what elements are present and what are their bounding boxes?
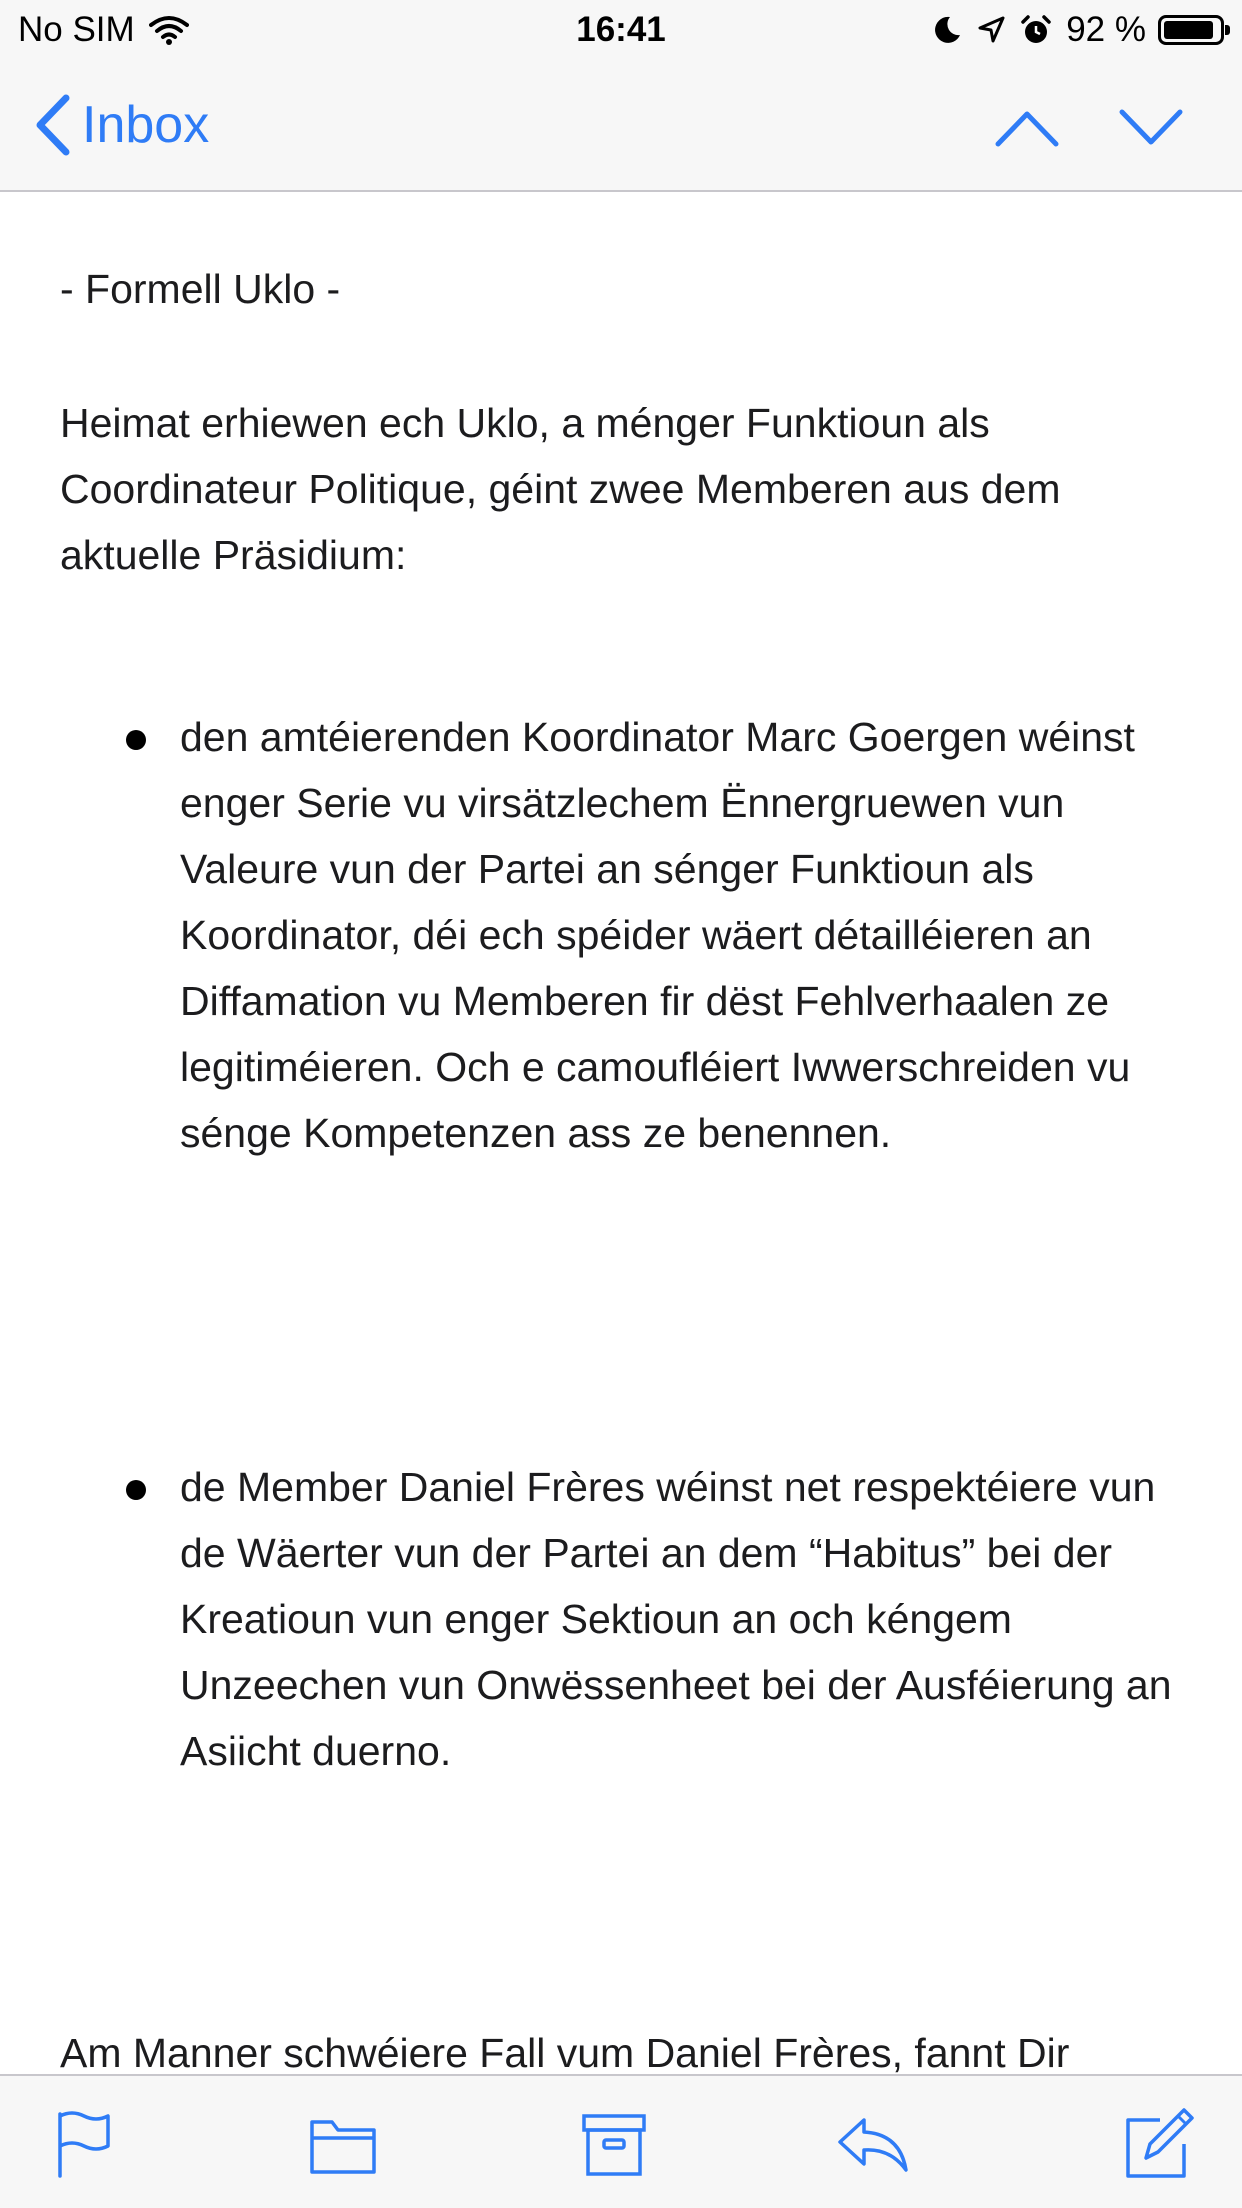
back-label: Inbox xyxy=(82,96,210,154)
battery-percent: 92 % xyxy=(1066,10,1146,49)
email-intro-paragraph: Heimat erhiewen ech Uklo, a ménger Funktioun als Coordinateur Politique, géint zwee Memberen aus dem aktuelle Präsidium: xyxy=(60,400,1061,578)
flag-icon[interactable] xyxy=(46,2106,122,2182)
status-time: 16:41 xyxy=(576,10,666,49)
email-last-line: Am Manner schwéiere Fall vum Daniel Frères, fannt Dir xyxy=(60,2030,1070,2074)
bullet-dot-icon xyxy=(126,730,146,750)
reply-icon[interactable] xyxy=(834,2106,910,2182)
chevron-left-icon xyxy=(34,94,70,156)
email-body[interactable] xyxy=(0,192,1242,2074)
status-right xyxy=(932,10,1224,50)
email-title-line: - Formell Uklo - xyxy=(60,266,341,312)
chevron-up-icon[interactable] xyxy=(992,100,1062,156)
inbox-back-button[interactable] xyxy=(34,90,209,160)
list-item: den amtéierenden Koordinator Marc Goergen wéinst enger Serie vu virsätzlechem Ënnergruewen vun Valeure vun der Partei an sénger Funktioun als Koordinator, déi ech spéider wäert détailléieren an Diffamation vu Memberen fir dëst Fehlverhaalen ze legitiméieren. Och e camoufléiert Iwwerschreiden vu sénge Kompetenzen ass ze benennen. xyxy=(180,714,1135,1156)
alarm-icon xyxy=(1020,14,1052,46)
battery-icon xyxy=(1158,15,1224,45)
bullet-dot-icon xyxy=(126,1480,146,1500)
nav-bar xyxy=(0,60,1242,192)
chevron-down-icon[interactable] xyxy=(1116,100,1186,156)
archive-icon[interactable] xyxy=(576,2106,652,2182)
battery-fill xyxy=(1164,21,1213,39)
carrier-label: No SIM xyxy=(18,10,135,49)
bottom-toolbar xyxy=(0,2074,1242,2208)
compose-icon[interactable] xyxy=(1120,2106,1196,2182)
folder-icon[interactable] xyxy=(304,2106,380,2182)
list-item: de Member Daniel Frères wéinst net respektéiere vun de Wäerter vun der Partei an dem “Habitus” bei der Kreatioun vun enger Sektioun an och kéngem Unzeechen vun Onwëssenheet bei der Ausféierung an Asiicht duerno. xyxy=(180,1464,1172,1774)
moon-icon xyxy=(932,15,962,45)
status-bar xyxy=(0,0,1242,60)
location-icon xyxy=(976,15,1006,45)
